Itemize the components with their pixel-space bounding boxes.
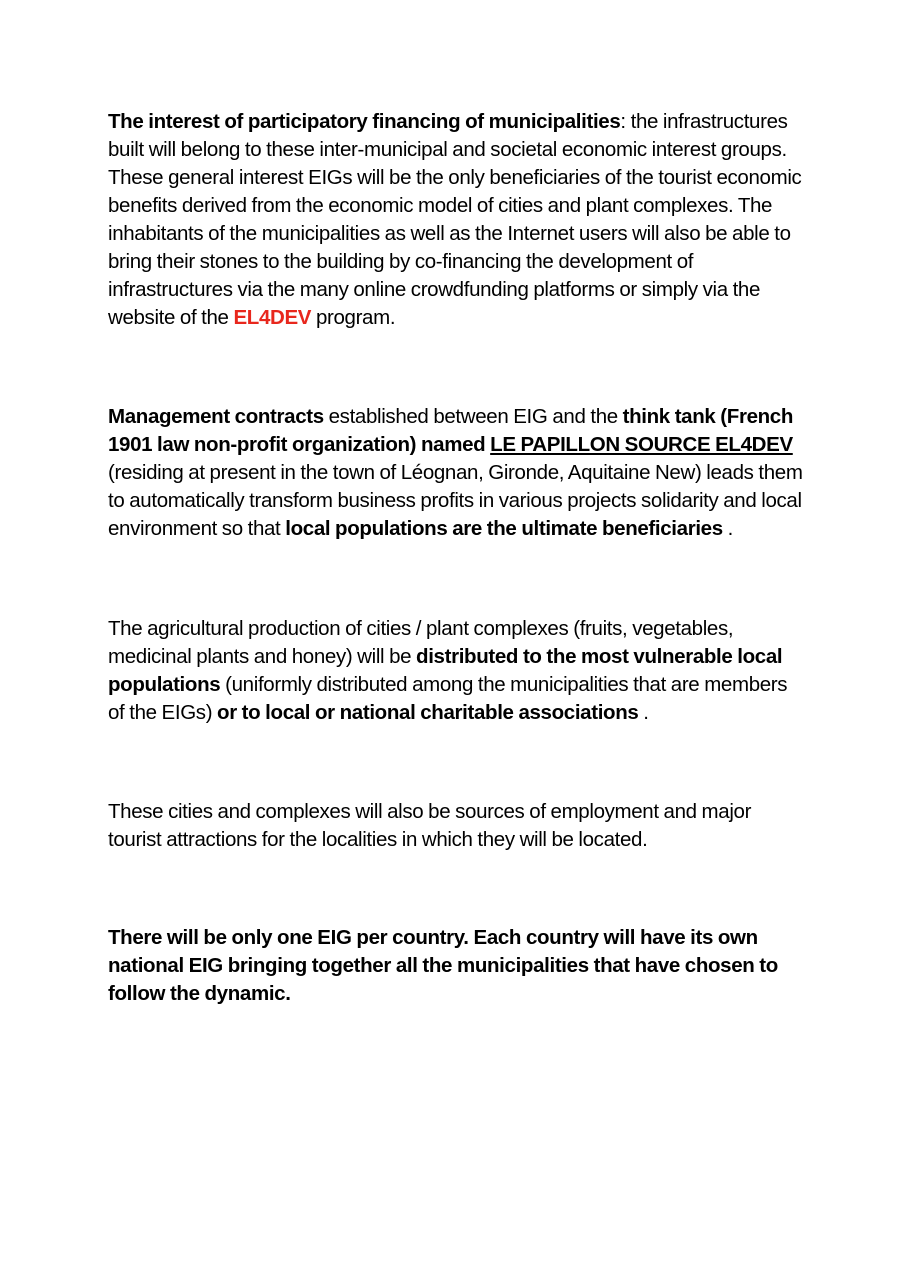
brand-name: EL4DEV	[233, 306, 312, 329]
paragraph-text: The agricultural production of cities / plant complexes (fruits, vegetables, medicinal plants and honey) will be	[108, 617, 734, 668]
paragraph-text: program.	[311, 306, 396, 329]
paragraph-heading: The interest of participatory financing of municipalities	[108, 110, 621, 133]
organization-name: LE PAPILLON SOURCE EL4DEV	[490, 433, 793, 456]
bold-phrase: Management contracts	[108, 405, 324, 428]
paragraph-employment	[108, 798, 808, 854]
paragraph-agricultural-production	[108, 615, 808, 727]
paragraph-text: established between EIG and the	[323, 405, 623, 428]
paragraph-text: (residing at present in the town of Léognan, Gironde, Aquitaine New) leads them to automatically transform business profits in various projects solidarity and local environment so that	[108, 461, 803, 540]
bold-phrase: or to local or national charitable associations	[217, 701, 639, 724]
paragraph-text: .	[722, 517, 733, 540]
bold-phrase: There will be only one EIG per country. Each country will have its own national EIG bringing together all the municipalities that have chosen to follow the dynamic.	[108, 926, 778, 1005]
bold-phrase: distributed to the most vulnerable local populations	[108, 645, 783, 696]
paragraph-participatory-financing	[108, 108, 808, 332]
paragraph-text: .	[638, 701, 649, 724]
paragraph-text: These cities and complexes will also be sources of employment and major tourist attractions for the localities in which they will be located.	[108, 800, 752, 851]
bold-phrase: think tank (French 1901 law non-profit organization) named	[108, 405, 794, 456]
paragraph-management-contracts	[108, 403, 808, 543]
paragraph-one-eig-per-country	[108, 924, 808, 1008]
document-page	[108, 108, 808, 1008]
paragraph-text: (uniformly distributed among the municipalities that are members of the EIGs)	[108, 673, 788, 724]
bold-phrase: local populations are the ultimate beneficiaries	[285, 517, 723, 540]
paragraph-text: : the infrastructures built will belong to these inter-municipal and societal economic interest groups. These general interest EIGs will be the only beneficiaries of the tourist economic benefits derived from the economic model of cities and plant complexes. The inhabitants of the municipalities as well as the Internet users will also be able to bring their stones to the building by co-financing the development of infrastructures via the many online crowdfunding platforms or simply via the website of the	[108, 110, 802, 329]
